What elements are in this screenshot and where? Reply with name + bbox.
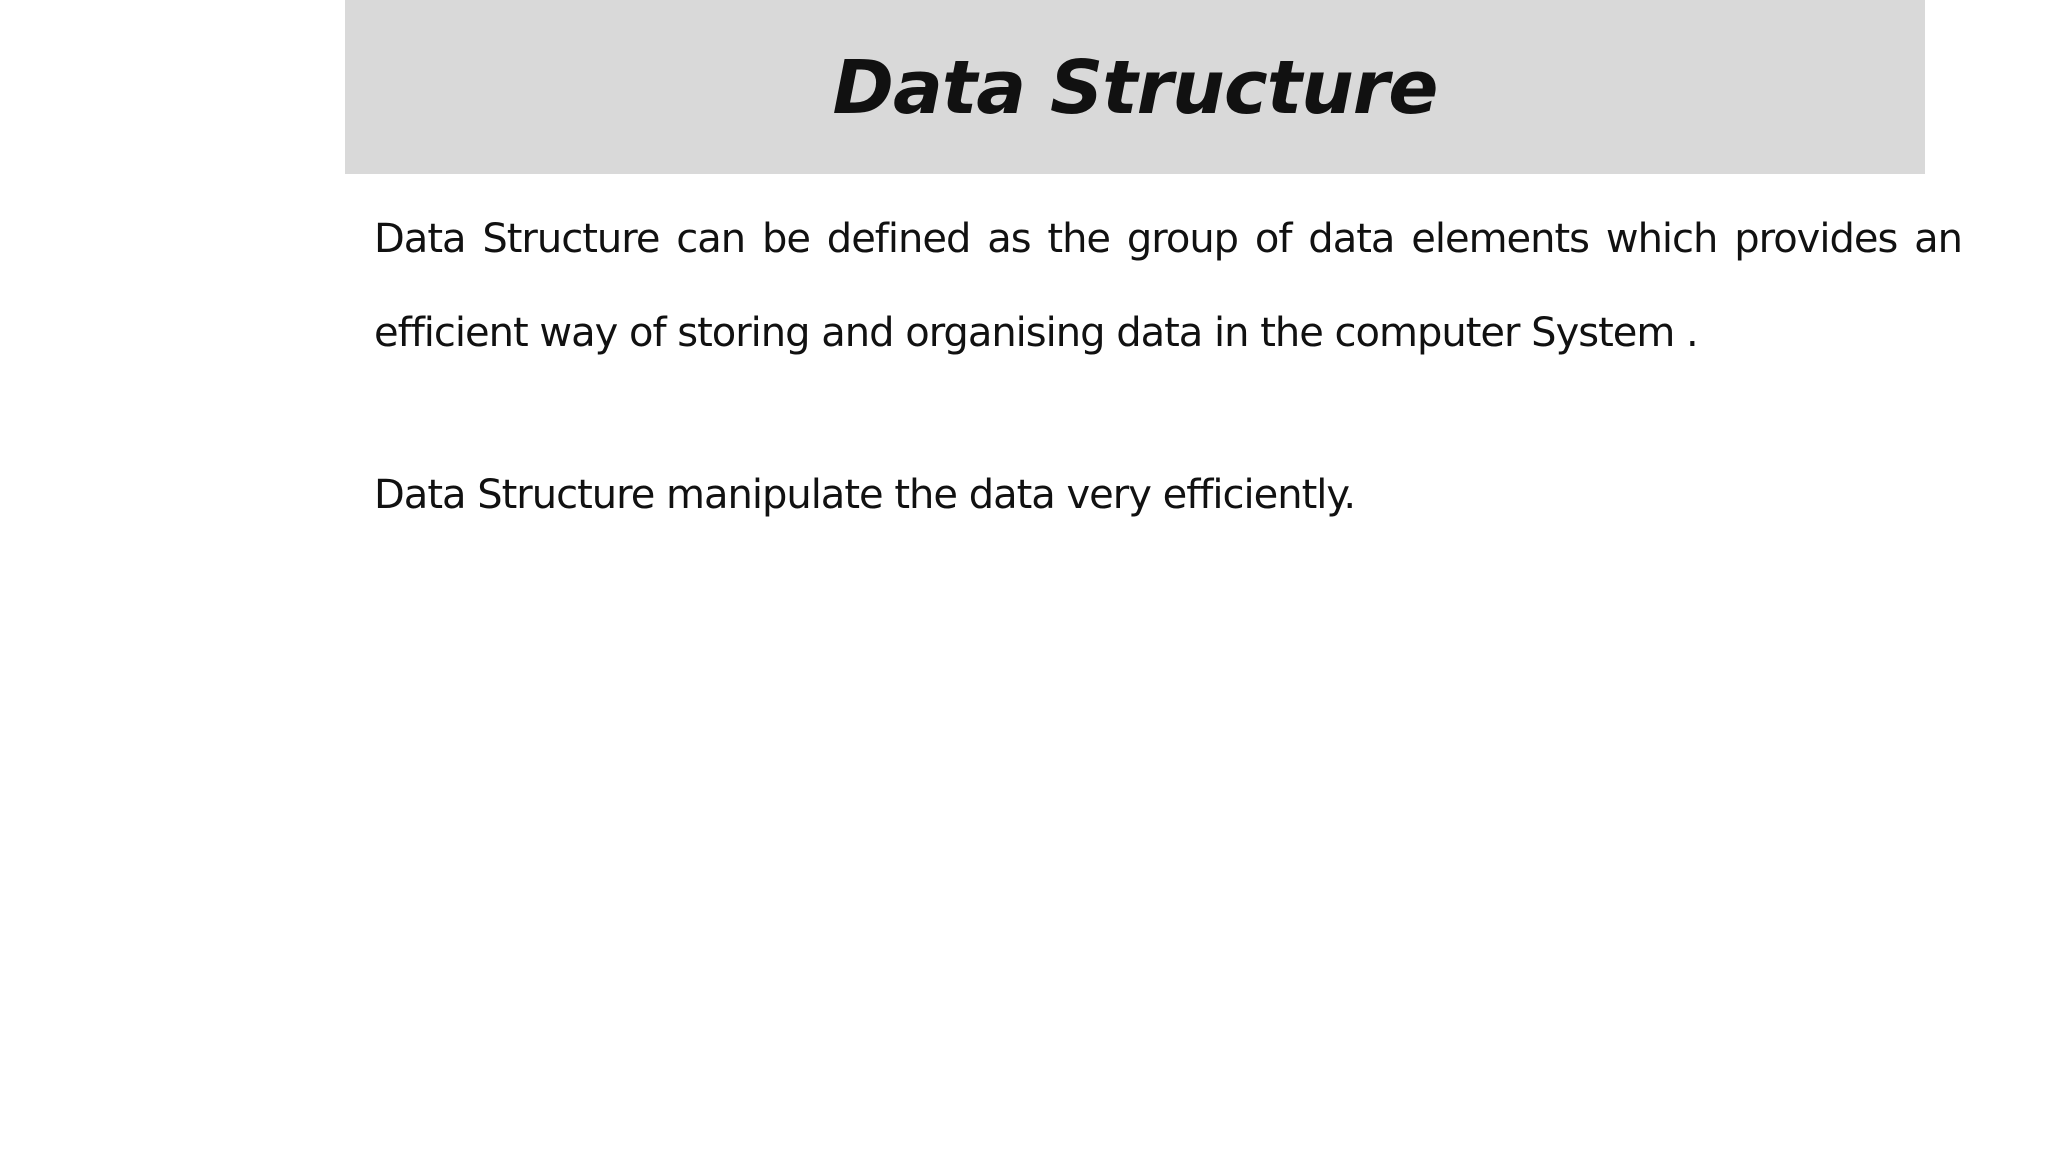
slide-body (374, 192, 1962, 518)
slide-title: Data Structure (832, 45, 1438, 131)
title-band (345, 0, 1925, 174)
definition-paragraph: Data Structure can be defined as the group of data elements which provides an efficient way of storing and organising data in the computer System . (374, 216, 1962, 356)
efficiency-paragraph: Data Structure manipulate the data very efficiently. (374, 472, 1356, 518)
